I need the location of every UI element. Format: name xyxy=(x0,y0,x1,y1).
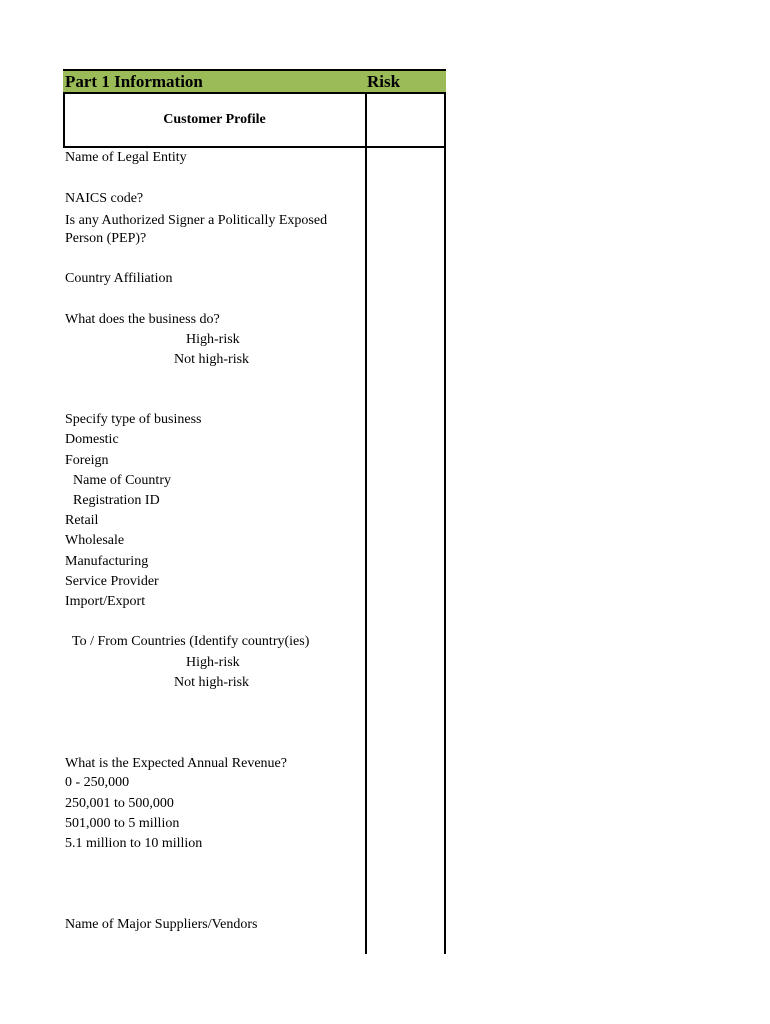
domestic-option: Domestic xyxy=(65,432,119,447)
major-suppliers-label: Name of Major Suppliers/Vendors xyxy=(65,917,258,932)
revenue-option-501k-5m: 501,000 to 5 million xyxy=(65,816,180,831)
revenue-option-5m-10m: 5.1 million to 10 million xyxy=(65,836,203,851)
revenue-option-250k-500k: 250,001 to 500,000 xyxy=(65,796,174,811)
business-do-label: What does the business do? xyxy=(65,312,220,327)
retail-option: Retail xyxy=(65,513,99,528)
risk-column-right-border xyxy=(444,146,446,954)
revenue-option-0-250k: 0 - 250,000 xyxy=(65,775,130,790)
section-title: Part 1 Information xyxy=(65,72,203,91)
name-of-country-label: Name of Country xyxy=(73,473,171,488)
risk-header-cell xyxy=(365,92,446,148)
customer-profile-title: Customer Profile xyxy=(163,112,266,127)
registration-id-label: Registration ID xyxy=(73,493,160,508)
pep-label: Is any Authorized Signer a Politically Exposed Person (PEP)? xyxy=(65,213,328,246)
import-export-option: Import/Export xyxy=(65,594,146,609)
business-not-high-risk-option: Not high-risk xyxy=(174,352,250,367)
countries-not-high-risk-option: Not high-risk xyxy=(174,675,250,690)
business-high-risk-option: High-risk xyxy=(186,332,240,347)
type-of-business-label: Specify type of business xyxy=(65,412,202,427)
foreign-option: Foreign xyxy=(65,453,109,468)
risk-column-header: Risk xyxy=(367,72,401,91)
country-affiliation-label: Country Affiliation xyxy=(65,271,173,286)
manufacturing-option: Manufacturing xyxy=(65,554,149,569)
service-provider-option: Service Provider xyxy=(65,574,159,589)
to-from-countries-label: To / From Countries (Identify country(ies) xyxy=(72,634,310,649)
legal-entity-label: Name of Legal Entity xyxy=(65,150,187,165)
wholesale-option: Wholesale xyxy=(65,533,125,548)
countries-high-risk-option: High-risk xyxy=(186,655,240,670)
risk-column-left-border xyxy=(365,146,367,954)
naics-label: NAICS code? xyxy=(65,191,144,206)
expected-revenue-label: What is the Expected Annual Revenue? xyxy=(65,756,287,771)
